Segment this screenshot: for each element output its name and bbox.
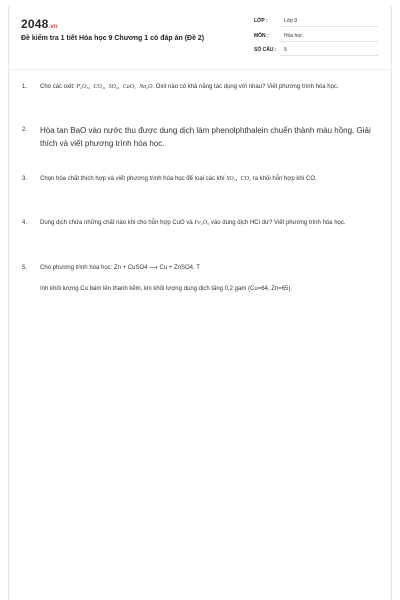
question-prefix: Cho các oxit: bbox=[40, 84, 75, 90]
formula: P₂O₅, bbox=[76, 84, 91, 90]
question-text bbox=[40, 174, 378, 184]
formula: Fe₂O₃ bbox=[194, 220, 210, 226]
logo-suffix: .vn bbox=[48, 24, 58, 30]
meta-subject-label: MÔN : bbox=[254, 33, 269, 39]
question-suffix: ra khỏi hỗn hợp khí CO. bbox=[252, 176, 317, 182]
question-suffix: vào dung dịch HCl dư? Viết phương trình hóa học. bbox=[210, 220, 346, 226]
question-number: 2. bbox=[22, 127, 28, 133]
header-divider bbox=[10, 69, 390, 70]
question-text bbox=[40, 218, 378, 228]
formula: SO₂, bbox=[108, 84, 120, 90]
logo-number: 2048 bbox=[21, 17, 49, 31]
meta-divider bbox=[280, 26, 378, 27]
formula: CO₂ bbox=[240, 176, 252, 182]
meta-class-value: Lớp 9 bbox=[284, 18, 298, 24]
formula: CO₂, bbox=[93, 84, 106, 90]
site-logo[interactable] bbox=[21, 17, 58, 31]
question-number: 4. bbox=[22, 220, 28, 226]
question-prefix: Dung dịch chứa những chất nào khi cho hỗn hợp CuO và bbox=[40, 220, 193, 226]
formula: Na₂O. bbox=[139, 84, 155, 90]
formula: CaO, bbox=[122, 84, 136, 90]
meta-count-value: 5 bbox=[284, 47, 287, 53]
question-5-continuation: ính khối lượng Cu bám lên thanh kẽm, khi khối lượng dung dịch tăng 0,2 gam (Cu=64, Zn=65). bbox=[40, 286, 293, 292]
document-title: Đề kiểm tra 1 tiết Hóa học 9 Chương 1 có đáp án (Đề 2) bbox=[21, 35, 205, 42]
meta-class-label: LỚP : bbox=[254, 18, 268, 24]
question-text: Hòa tan BaO vào nước thu được dung dịch làm phenolphthalein chuển thành màu hồng. Giải thích và viết phương trình hóa học. bbox=[40, 126, 371, 148]
formula: SO₂, bbox=[226, 176, 238, 182]
meta-subject-value: Hóa học bbox=[284, 33, 303, 39]
meta-divider bbox=[280, 55, 378, 56]
question-number: 1. bbox=[22, 84, 28, 90]
question-number: 5. bbox=[22, 265, 28, 271]
document-page bbox=[8, 6, 392, 600]
question-prefix: Chọn hóa chất thích hợp và viết phương trình hóa học để loại các khí bbox=[40, 176, 225, 182]
meta-divider bbox=[280, 41, 378, 42]
question-number: 3. bbox=[22, 176, 28, 182]
question-text bbox=[40, 82, 378, 92]
meta-count-label: SỐ CÂU : bbox=[254, 47, 277, 53]
question-suffix: Oxit nào có khả năng tác dụng với nhau? Viết phương trình hóa học. bbox=[155, 84, 339, 90]
question-text: Cho phương trình hóa học: Zn + CuSO4 ⟶ Cu + ZnSO4. T bbox=[40, 265, 200, 271]
